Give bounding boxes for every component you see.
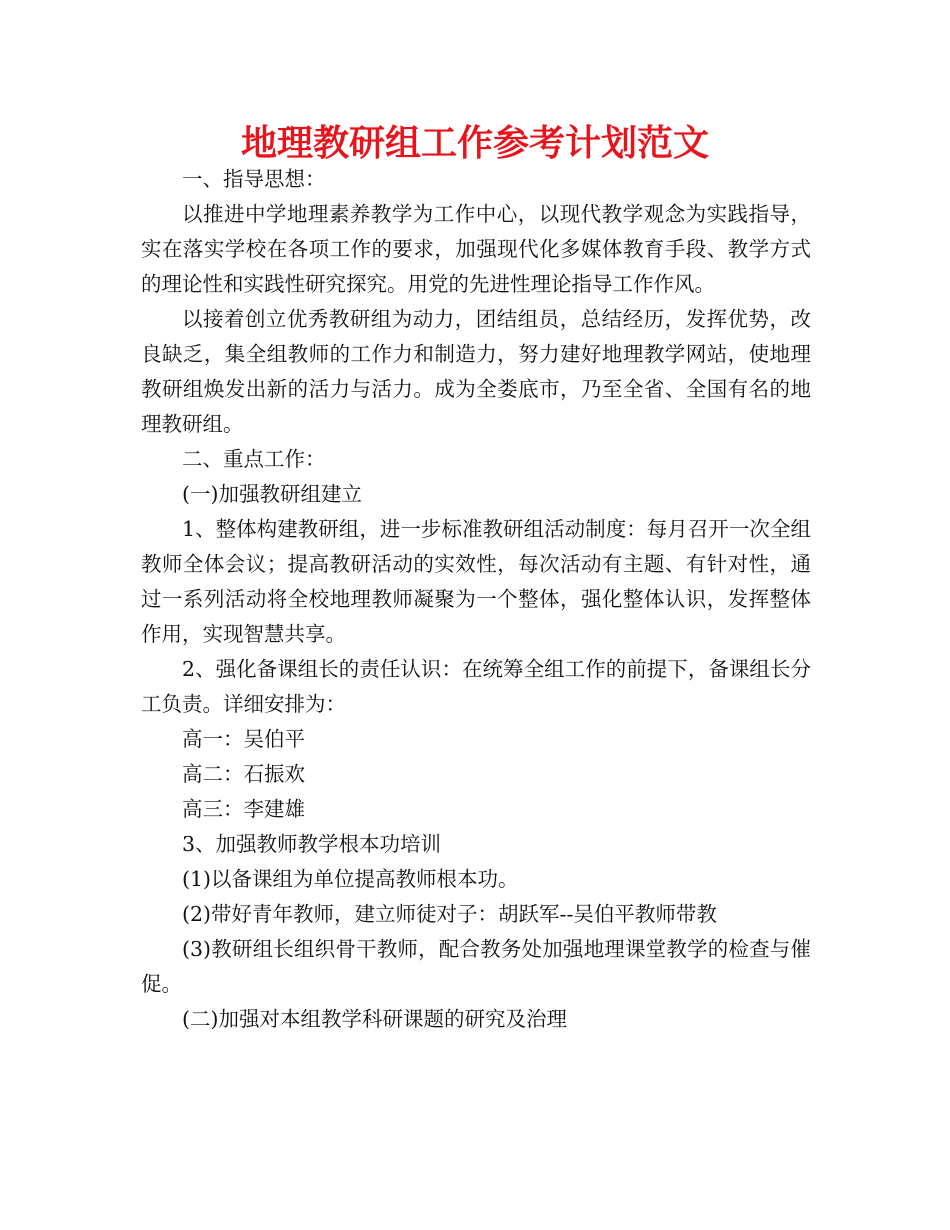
sub-item-1: (1)以备课组为单位提高教师根本功。 [182, 867, 519, 891]
assignment-grade-1: 高一：吴伯平 [182, 727, 305, 751]
sub-item-2: (2)带好青年教师，建立师徒对子：胡跃军--吴伯平教师带教 [182, 902, 717, 926]
paragraph-item-2: 2、强化备课组长的责任认识：在统筹全组工作的前提下，备课组长分工负责。详细安排为： [141, 657, 811, 716]
section-heading-guiding-thought: 一、指导思想： [182, 167, 326, 191]
paragraph-item-3: 3、加强教师教学根本功培训 [182, 832, 442, 856]
document-title: 地理教研组工作参考计划范文 [240, 123, 709, 164]
assignment-grade-3: 高三：李建雄 [182, 797, 305, 821]
paragraph-goals: 以接着创立优秀教研组为动力，团结组员，总结经历，发挥优势，改良缺乏，集全组教师的工作力和制造力，努力建好地理教学网站，使地理教研组焕发出新的活力与活力。成为全娄底市，乃至全省、全国有名的地理教研组。 [141, 307, 811, 436]
document-body [141, 162, 811, 1037]
sub-item-3: (3)教研组长组织骨干教师，配合教务处加强地理课堂教学的检查与催促。 [141, 937, 811, 996]
paragraph-item-1: 1、整体构建教研组，进一步标准教研组活动制度：每月召开一次全组教师全体会议；提高教研活动的实效性，每次活动有主题、有针对性，通过一系列活动将全校地理教师凝聚为一个整体，强化整体认识，发挥整体作用，实现智慧共享。 [141, 517, 811, 646]
paragraph-guiding-thought: 以推进中学地理素养教学为工作中心，以现代教学观念为实践指导，实在落实学校在各项工作的要求，加强现代化多媒体教育手段、教学方式的理论性和实践性研究探究。用党的先进性理论指导工作作风。 [141, 202, 811, 296]
section-heading-key-work: 二、重点工作： [182, 447, 326, 471]
assignment-grade-2: 高二：石振欢 [182, 762, 305, 786]
subsection-heading-research: (二)加强对本组教学科研课题的研究及治理 [182, 1007, 567, 1031]
subsection-heading-group-building: (一)加强教研组建立 [182, 482, 362, 506]
